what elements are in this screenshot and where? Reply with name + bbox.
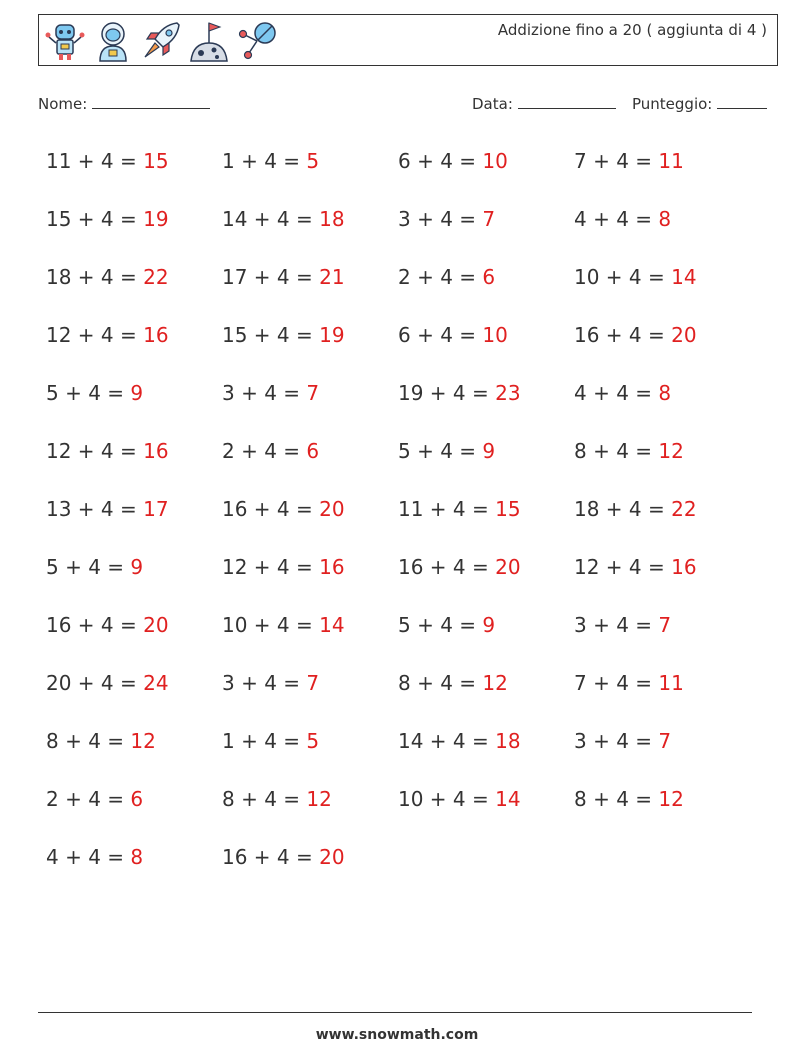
problem-item [574,144,750,202]
problem-question: 2 + 4 = [46,787,131,811]
problem-question: 16 + 4 = [574,323,672,347]
problem-answer: 5 [306,149,320,173]
problem-item [398,376,574,434]
problem-question: 11 + 4 = [46,149,144,173]
problem-answer: 22 [143,265,169,289]
problem-question: 4 + 4 = [46,845,131,869]
problem-item [222,608,398,666]
problem-answer: 12 [130,729,156,753]
problem-item [46,724,222,782]
problem-answer: 11 [658,671,684,695]
problem-answer: 8 [658,207,672,231]
problem-answer: 20 [495,555,521,579]
problem-answer: 9 [482,613,496,637]
problem-grid [46,144,750,898]
problem-answer: 22 [671,497,697,521]
problem-answer: 20 [319,845,345,869]
problem-item [46,782,222,840]
problem-answer: 15 [495,497,521,521]
header-icons [43,19,279,63]
date-label: Data: [472,95,513,113]
problem-item [222,782,398,840]
problem-question: 14 + 4 = [398,729,496,753]
problem-item [222,260,398,318]
problem-answer: 19 [143,207,169,231]
problem-item [46,202,222,260]
name-label: Nome: [38,95,88,113]
problem-item [398,144,574,202]
problem-question: 2 + 4 = [222,439,307,463]
date-field [472,94,616,113]
problem-item [398,550,574,608]
problem-item [398,782,574,840]
problem-item [46,608,222,666]
problem-item [46,260,222,318]
problem-question: 18 + 4 = [46,265,144,289]
problem-answer: 9 [130,555,144,579]
problem-question: 13 + 4 = [46,497,144,521]
problem-question: 16 + 4 = [46,613,144,637]
problem-answer: 14 [495,787,521,811]
problem-answer: 16 [143,323,169,347]
problem-item [574,666,750,724]
problem-item [222,492,398,550]
problem-answer: 16 [671,555,697,579]
problem-question: 7 + 4 = [574,671,659,695]
problem-question: 10 + 4 = [574,265,672,289]
problem-item [222,144,398,202]
problem-question: 2 + 4 = [398,265,483,289]
problem-item [46,550,222,608]
problem-item [398,608,574,666]
problem-question: 17 + 4 = [222,265,320,289]
problem-question: 16 + 4 = [222,497,320,521]
problem-answer: 10 [482,149,508,173]
problem-item [222,840,398,898]
problem-item [574,260,750,318]
score-label: Punteggio: [632,95,713,113]
problem-question: 15 + 4 = [222,323,320,347]
problem-answer: 6 [482,265,496,289]
problem-question: 5 + 4 = [46,381,131,405]
problem-answer: 16 [319,555,345,579]
problem-item [398,492,574,550]
problem-answer: 20 [143,613,169,637]
problem-item [574,782,750,840]
problem-question: 12 + 4 = [574,555,672,579]
problem-answer: 8 [658,381,672,405]
problem-question: 20 + 4 = [46,671,144,695]
problem-item [574,202,750,260]
problem-question: 4 + 4 = [574,207,659,231]
problem-answer: 23 [495,381,521,405]
problem-question: 1 + 4 = [222,149,307,173]
score-blank[interactable] [717,94,767,109]
problem-item [46,434,222,492]
problem-question: 8 + 4 = [574,439,659,463]
problem-question: 5 + 4 = [398,613,483,637]
problem-answer: 12 [306,787,332,811]
problem-item [222,434,398,492]
problem-answer: 14 [671,265,697,289]
problem-item [46,376,222,434]
problem-question: 18 + 4 = [574,497,672,521]
problem-item [398,202,574,260]
problem-answer: 12 [658,787,684,811]
problem-item [574,492,750,550]
problem-answer: 10 [482,323,508,347]
name-field [38,94,210,113]
problem-question: 11 + 4 = [398,497,496,521]
problem-question: 14 + 4 = [222,207,320,231]
problem-question: 10 + 4 = [222,613,320,637]
problem-question: 16 + 4 = [222,845,320,869]
problem-item [222,666,398,724]
problem-question: 5 + 4 = [46,555,131,579]
problem-question: 4 + 4 = [574,381,659,405]
problem-item [398,260,574,318]
problem-question: 12 + 4 = [222,555,320,579]
problem-item [574,376,750,434]
robot-icon [43,19,87,63]
problem-question: 3 + 4 = [398,207,483,231]
problem-answer: 7 [482,207,496,231]
problem-question: 3 + 4 = [574,613,659,637]
problem-question: 6 + 4 = [398,149,483,173]
problem-answer: 7 [658,729,672,753]
problem-item [46,666,222,724]
problem-question: 8 + 4 = [398,671,483,695]
problem-answer: 24 [143,671,169,695]
problem-question: 6 + 4 = [398,323,483,347]
problem-answer: 9 [130,381,144,405]
problem-item [222,550,398,608]
problem-item [398,318,574,376]
problem-item [574,434,750,492]
problem-answer: 14 [319,613,345,637]
problem-item [398,666,574,724]
problem-item [46,492,222,550]
problem-item [222,202,398,260]
problem-question: 3 + 4 = [222,671,307,695]
problem-question: 10 + 4 = [398,787,496,811]
problem-answer: 11 [658,149,684,173]
problem-answer: 8 [130,845,144,869]
problem-question: 15 + 4 = [46,207,144,231]
problem-question: 19 + 4 = [398,381,496,405]
problem-answer: 7 [306,671,320,695]
worksheet-header [38,14,778,66]
problem-answer: 20 [319,497,345,521]
problem-answer: 15 [143,149,169,173]
problem-question: 12 + 4 = [46,323,144,347]
problem-answer: 20 [671,323,697,347]
problem-answer: 7 [306,381,320,405]
problem-answer: 7 [658,613,672,637]
problem-answer: 16 [143,439,169,463]
problem-item [398,434,574,492]
problem-answer: 6 [306,439,320,463]
problem-question: 1 + 4 = [222,729,307,753]
problem-question: 16 + 4 = [398,555,496,579]
problem-answer: 6 [130,787,144,811]
footer-url: www.snowmath.com [315,1027,479,1043]
problem-answer: 18 [495,729,521,753]
problem-answer: 12 [482,671,508,695]
problem-question: 3 + 4 = [222,381,307,405]
satellite-icon [235,19,279,63]
problem-question: 8 + 4 = [222,787,307,811]
problem-question: 5 + 4 = [398,439,483,463]
problem-question: 8 + 4 = [46,729,131,753]
problem-item [46,144,222,202]
problem-question: 8 + 4 = [574,787,659,811]
problem-question: 12 + 4 = [46,439,144,463]
problem-item [574,318,750,376]
problem-item [46,840,222,898]
problem-question: 7 + 4 = [574,149,659,173]
name-blank[interactable] [92,94,210,109]
problem-answer: 19 [319,323,345,347]
moon-flag-icon [187,19,231,63]
problem-answer: 5 [306,729,320,753]
astronaut-icon [91,19,135,63]
problem-item [46,318,222,376]
problem-item [222,724,398,782]
problem-question: 3 + 4 = [574,729,659,753]
problem-answer: 18 [319,207,345,231]
problem-item [398,724,574,782]
problem-item [222,376,398,434]
date-blank[interactable] [518,94,616,109]
footer-divider [38,1012,752,1013]
problem-answer: 17 [143,497,169,521]
problem-item [574,550,750,608]
problem-item [574,724,750,782]
problem-answer: 9 [482,439,496,463]
score-field [632,94,767,113]
problem-item [574,608,750,666]
rocket-icon [139,19,183,63]
problem-answer: 12 [658,439,684,463]
worksheet-title: Addizione fino a 20 ( aggiunta di 4 ) [497,21,767,39]
problem-answer: 21 [319,265,345,289]
problem-item [222,318,398,376]
